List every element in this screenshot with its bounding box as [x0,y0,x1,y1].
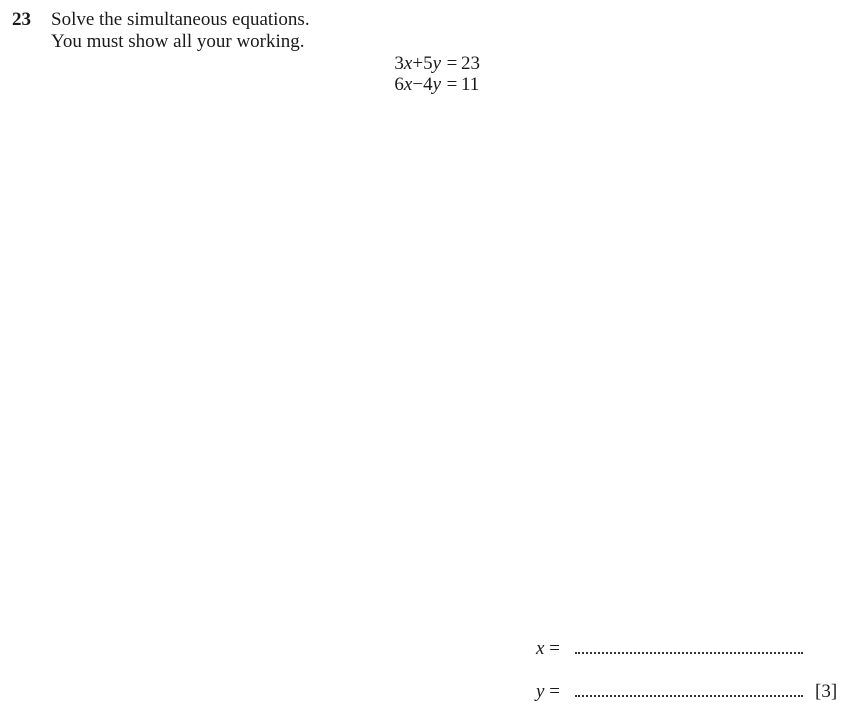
answer-x-label [536,638,568,660]
question-instruction-2: You must show all your working. [51,31,305,52]
equation-1-equals: = [446,53,458,74]
equation-2-operator: − [412,74,424,95]
equation-2 [377,74,480,95]
answer-x-variable: x [536,638,545,659]
equation-2-equals: = [446,74,458,95]
equation-2-coef-y: 4 [423,74,433,95]
equation-2-rhs: 11 [461,74,480,95]
equation-1-var-x: x [403,53,413,74]
equation-1-rhs: 23 [461,53,480,74]
answer-y-equals: = [549,681,560,702]
equation-2-var-y: y [432,74,441,95]
equation-2-var-x: x [403,74,413,95]
answer-y-variable: y [536,681,545,702]
answer-x-field[interactable] [575,652,803,654]
answer-x-equals: = [549,638,560,659]
equation-1-coef-y: 5 [423,53,433,74]
answer-y-label [536,681,568,703]
answer-y-field[interactable] [575,695,803,697]
equation-1-lhs [377,53,441,74]
equation-2-lhs [377,74,441,95]
equation-2-coef-x: 6 [394,74,404,95]
question-number: 23 [12,9,31,30]
marks-label: [3] [815,681,838,702]
question-instruction-1: Solve the simultaneous equations. [51,9,310,30]
equation-1-operator: + [412,53,424,74]
equation-1-var-y: y [432,53,441,74]
equation-1 [377,53,480,74]
equation-block [377,53,480,95]
equation-1-coef-x: 3 [394,53,404,74]
